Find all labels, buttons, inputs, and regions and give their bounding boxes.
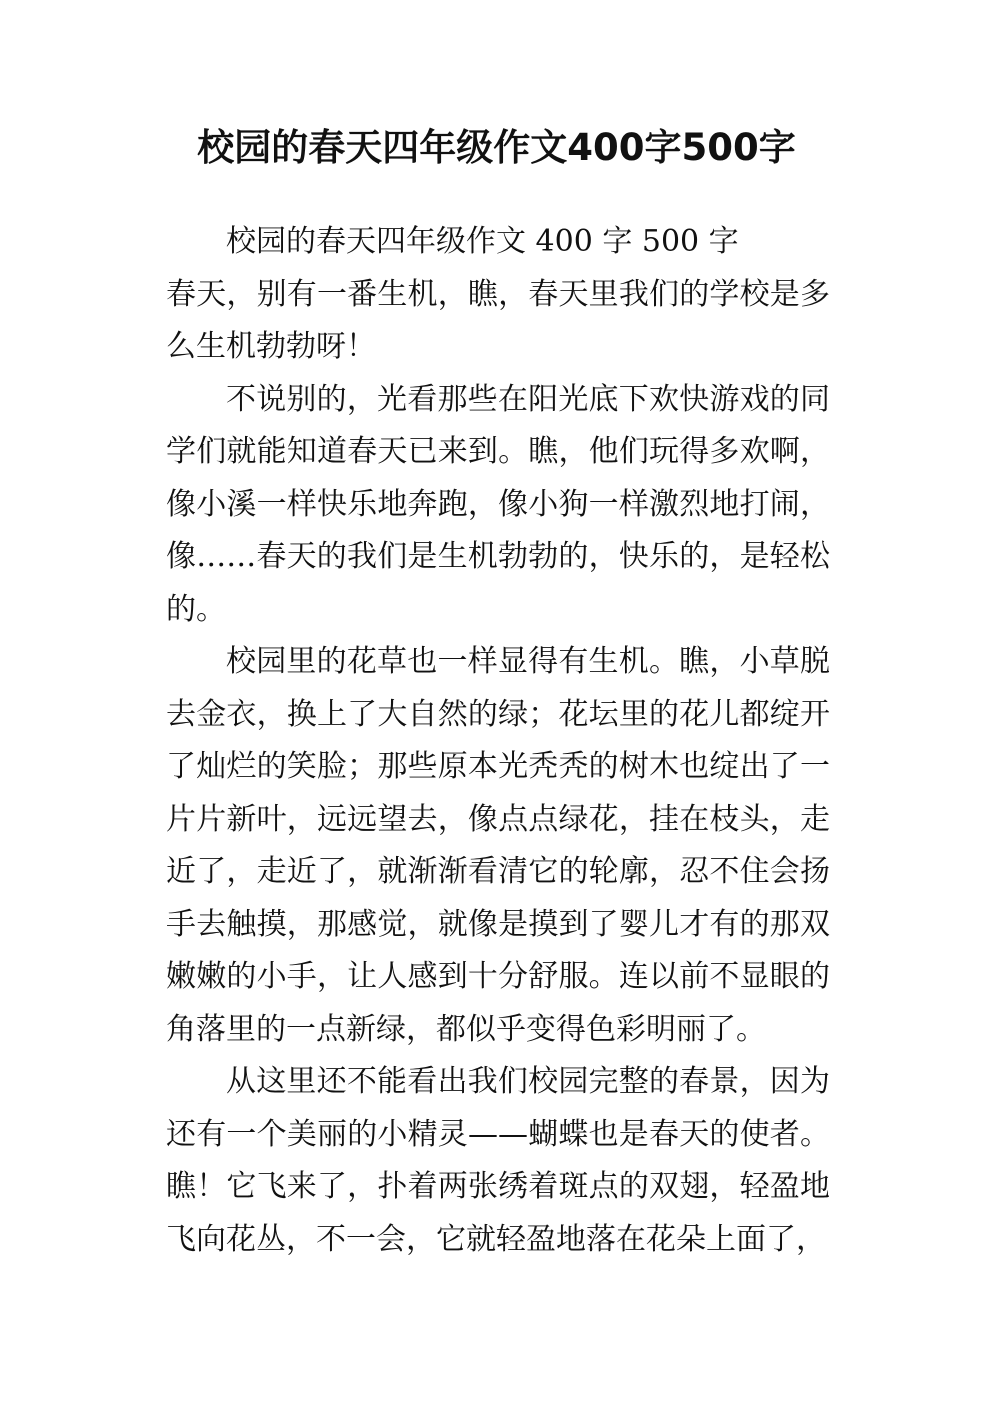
paragraph: 校园里的花草也一样显得有生机。瞧，小草脱去金衣，换上了大自然的绿；花坛里的花儿都绽开了灿烂的笑脸；那些原本光秃秃的树木也绽出了一片片新叶，远远望去，像点点绿花，挂在枝头，走近了，走近了，就渐渐看清它的轮廓，忍不住会扬手去触摸，那感觉，就像是摸到了婴儿才有的那双嫩嫩的小手，让人感到十分舒服。连以前不显眼的角落里的一点新绿，都似乎变得色彩明丽了。 xyxy=(166,644,830,1047)
document-body xyxy=(166,216,830,1266)
paragraph: 不说别的，光看那些在阳光底下欢快游戏的同学们就能知道春天已来到。瞧，他们玩得多欢啊，像小溪一样快乐地奔跑，像小狗一样激烈地打闹，像……春天的我们是生机勃勃的，快乐的，是轻松的。 xyxy=(166,381,830,627)
paragraph: 春天，别有一番生机，瞧，春天里我们的学校是多么生机勃勃呀！ xyxy=(166,276,830,364)
document-subtitle: 校园的春天四年级作文 400 字 500 字 xyxy=(226,224,739,259)
paragraph: 从这里还不能看出我们校园完整的春景，因为还有一个美丽的小精灵——蝴蝶也是春天的使者。瞧！它飞来了，扑着两张绣着斑点的双翅，轻盈地飞向花丛，不一会，它就轻盈地落在花朵上面了， xyxy=(166,1064,830,1257)
document-title: 校园的春天四年级作文400字500字 xyxy=(197,126,796,169)
